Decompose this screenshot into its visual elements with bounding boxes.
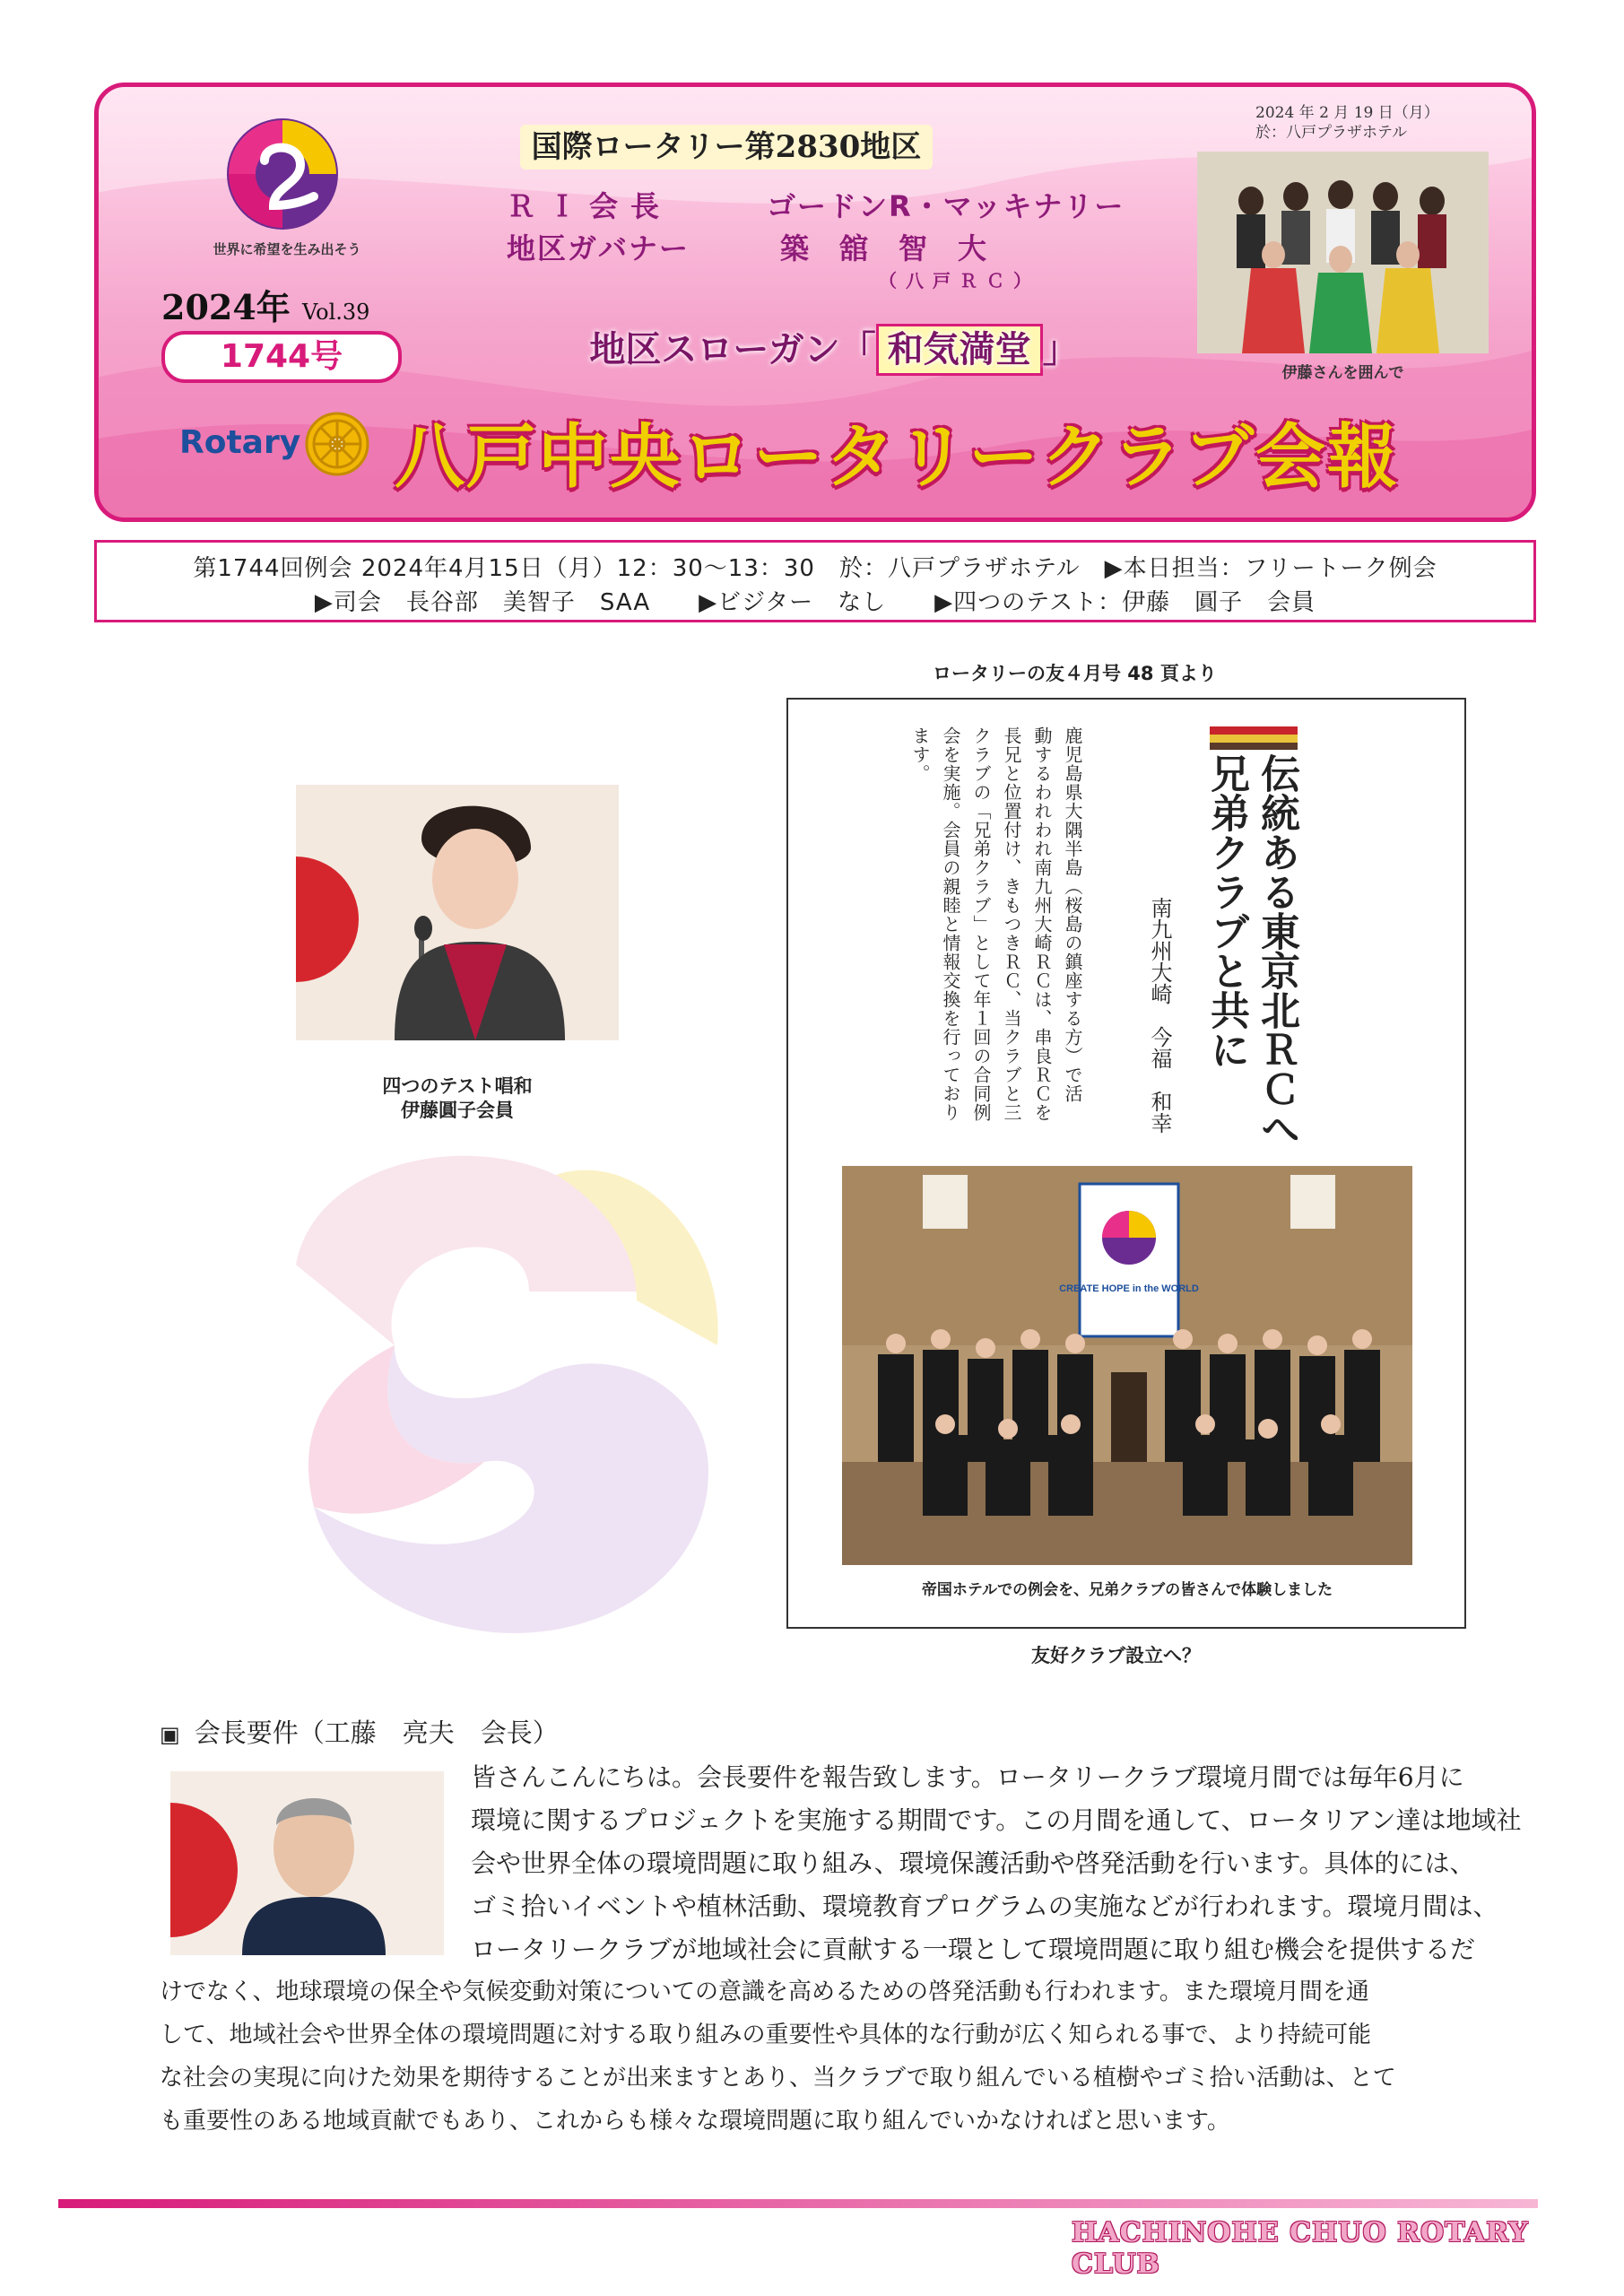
photo-place: 於：八戸プラザホテル xyxy=(1255,124,1408,142)
president-text-line: して、地域社会や世界全体の環境問題に対する取り組みの重要性や具体的な行動が広く知られる事で、より持続可能 xyxy=(160,2022,1371,2048)
district-slogan xyxy=(507,322,1161,378)
watermark-logo-icon xyxy=(260,1112,735,1650)
article-photo-caption: 帝国ホテルでの例会を、兄弟クラブの皆さんで体験しました xyxy=(921,1581,1333,1599)
photo-date: 2024 年 2 月 19 日（月） xyxy=(1255,104,1439,122)
meeting-info-bar xyxy=(94,540,1536,622)
article-title-line-2: 兄弟クラブと共に xyxy=(1203,753,1249,1069)
article-photo-scene xyxy=(842,1166,1412,1565)
meeting-info-line-1: 第1744回例会 2024年4月15日（月）12：30～13：30 於：八戸プラザホテル ▶本日担当：フリートーク例会 xyxy=(193,555,1437,582)
ito-caption-line-1: 四つのテスト唱和 xyxy=(382,1075,533,1097)
rotary-wheel-icon xyxy=(303,410,371,478)
club-newsletter-title: 八戸中央ロータリークラブ会報 xyxy=(395,417,1400,498)
article-body-line: 長兄と位置付け、きもつきＲＣ、当クラブと三 xyxy=(1001,726,1022,1122)
article-group-photo xyxy=(842,1166,1412,1565)
president-section-heading xyxy=(160,1713,559,1750)
ri-president-name: ゴードンR・マッキナリー xyxy=(767,189,1125,223)
group-photo xyxy=(1197,152,1489,353)
article-body xyxy=(905,726,1088,1175)
ito-photo-figure xyxy=(296,785,619,1040)
article-title xyxy=(1201,753,1301,1220)
article-body-line: 動するわれわれ南九州大崎ＲＣは、串良ＲＣを xyxy=(1031,726,1053,1122)
square-bullet-icon: ▣ xyxy=(160,1722,180,1747)
rotary-wordmark: Rotary xyxy=(179,424,301,461)
article-box xyxy=(786,698,1466,1629)
article-author: 南九州大崎 今福 和幸 xyxy=(1147,897,1172,1134)
article-title-line-1: 伝統ある東京北ＲＣへ xyxy=(1254,753,1299,1148)
governor-name: 築舘智大 xyxy=(780,231,1018,265)
group-photo-caption: 伊藤さんを囲んで xyxy=(1281,364,1404,382)
issue-number-badge: 1744号 xyxy=(161,331,402,383)
president-text-line: ゴミ拾いイベントや植林活動、環境教育プログラムの実施などが行われます。環境月間は、 xyxy=(471,1892,1498,1921)
president-text-line: 会や世界全体の環境問題に取り組み、環境保護活動や啓発活動を行います。具体的には、 xyxy=(471,1848,1475,1878)
friendship-club-caption: 友好クラブ設立へ？ xyxy=(1031,1645,1201,1666)
ito-caption-line-2: 伊藤圓子会員 xyxy=(401,1100,514,1121)
article-body-line: 鹿児島県大隅半島（桜島の鎮座する方）で活 xyxy=(1062,726,1083,1103)
header-banner xyxy=(94,83,1536,522)
article-body-line: 会を実施。会員の親睦と情報交換を行っており xyxy=(940,726,961,1122)
president-heading-text: 会長要件（工藤 亮夫 会長） xyxy=(194,1718,559,1748)
year-volume xyxy=(161,280,369,329)
meeting-info-line-2: ▶司会 長谷部 美智子 SAA ▶ビジター なし ▶四つのテスト：伊藤 圓子 会員 xyxy=(314,589,1316,616)
governor-club: （八戸ＲＣ） xyxy=(879,270,1040,291)
footer-bar xyxy=(58,2199,1538,2208)
president-photo xyxy=(170,1771,444,1955)
volume: Vol.39 xyxy=(302,300,370,325)
banner-text: CREATE HOPE in the WORLD xyxy=(1059,1283,1199,1294)
article-body-line: ます。 xyxy=(909,726,931,783)
governor-label: 地区ガバナー xyxy=(507,231,690,265)
slogan-suffix: 」 xyxy=(1042,329,1079,370)
district-title: 国際ロータリー第2830地区 xyxy=(520,125,933,170)
slogan-prefix: 地区スローガン「 xyxy=(589,329,876,370)
president-text-line: 皆さんこんにちは。会長要件を報告致します。ロータリークラブ環境月間では毎年6月に xyxy=(471,1762,1464,1792)
ito-member-photo xyxy=(296,785,619,1040)
president-text-line: ロータリークラブが地域社会に貢献する一環として環境問題に取り組む機会を提供するだ xyxy=(471,1935,1476,1964)
slogan-main: 和気満堂 xyxy=(876,324,1043,376)
president-text-line: も重要性のある地域貢献でもあり、これからも様々な環境問題に取り組んでいかなければと思います。 xyxy=(160,2108,1230,2135)
footer-club-name: HACHINOHE CHUO ROTARY CLUB xyxy=(1072,2217,1529,2280)
hope-logo-icon xyxy=(224,116,341,232)
president-photo-figure xyxy=(170,1771,444,1955)
group-photo-figures xyxy=(1197,152,1489,353)
president-text-line: けでなく、地球環境の保全や気候変動対策についての意識を高めるための啓発活動も行われます。また環境月間を通 xyxy=(160,1979,1369,2005)
article-body-line: クラブの「兄弟クラブ」として年１回の合同例 xyxy=(970,726,992,1122)
article-source: ロータリーの友４月号 48 頁より xyxy=(933,663,1217,684)
ri-president-label: ＲＩ会長 xyxy=(507,189,673,223)
logo-tagline: 世界に希望を生み出そう xyxy=(213,241,361,257)
president-text-line: 環境に関するプロジェクトを実施する期間です。この月間を通して、ロータリアン達は地域社 xyxy=(471,1805,1522,1835)
year: 2024年 xyxy=(161,287,291,327)
article-title-bars xyxy=(1210,726,1298,750)
president-text-line: な社会の実現に向けた効果を期待することが出来ますとあり、当クラブで取り組んでいる植樹やゴミ拾い活動は、とて xyxy=(160,2065,1396,2092)
